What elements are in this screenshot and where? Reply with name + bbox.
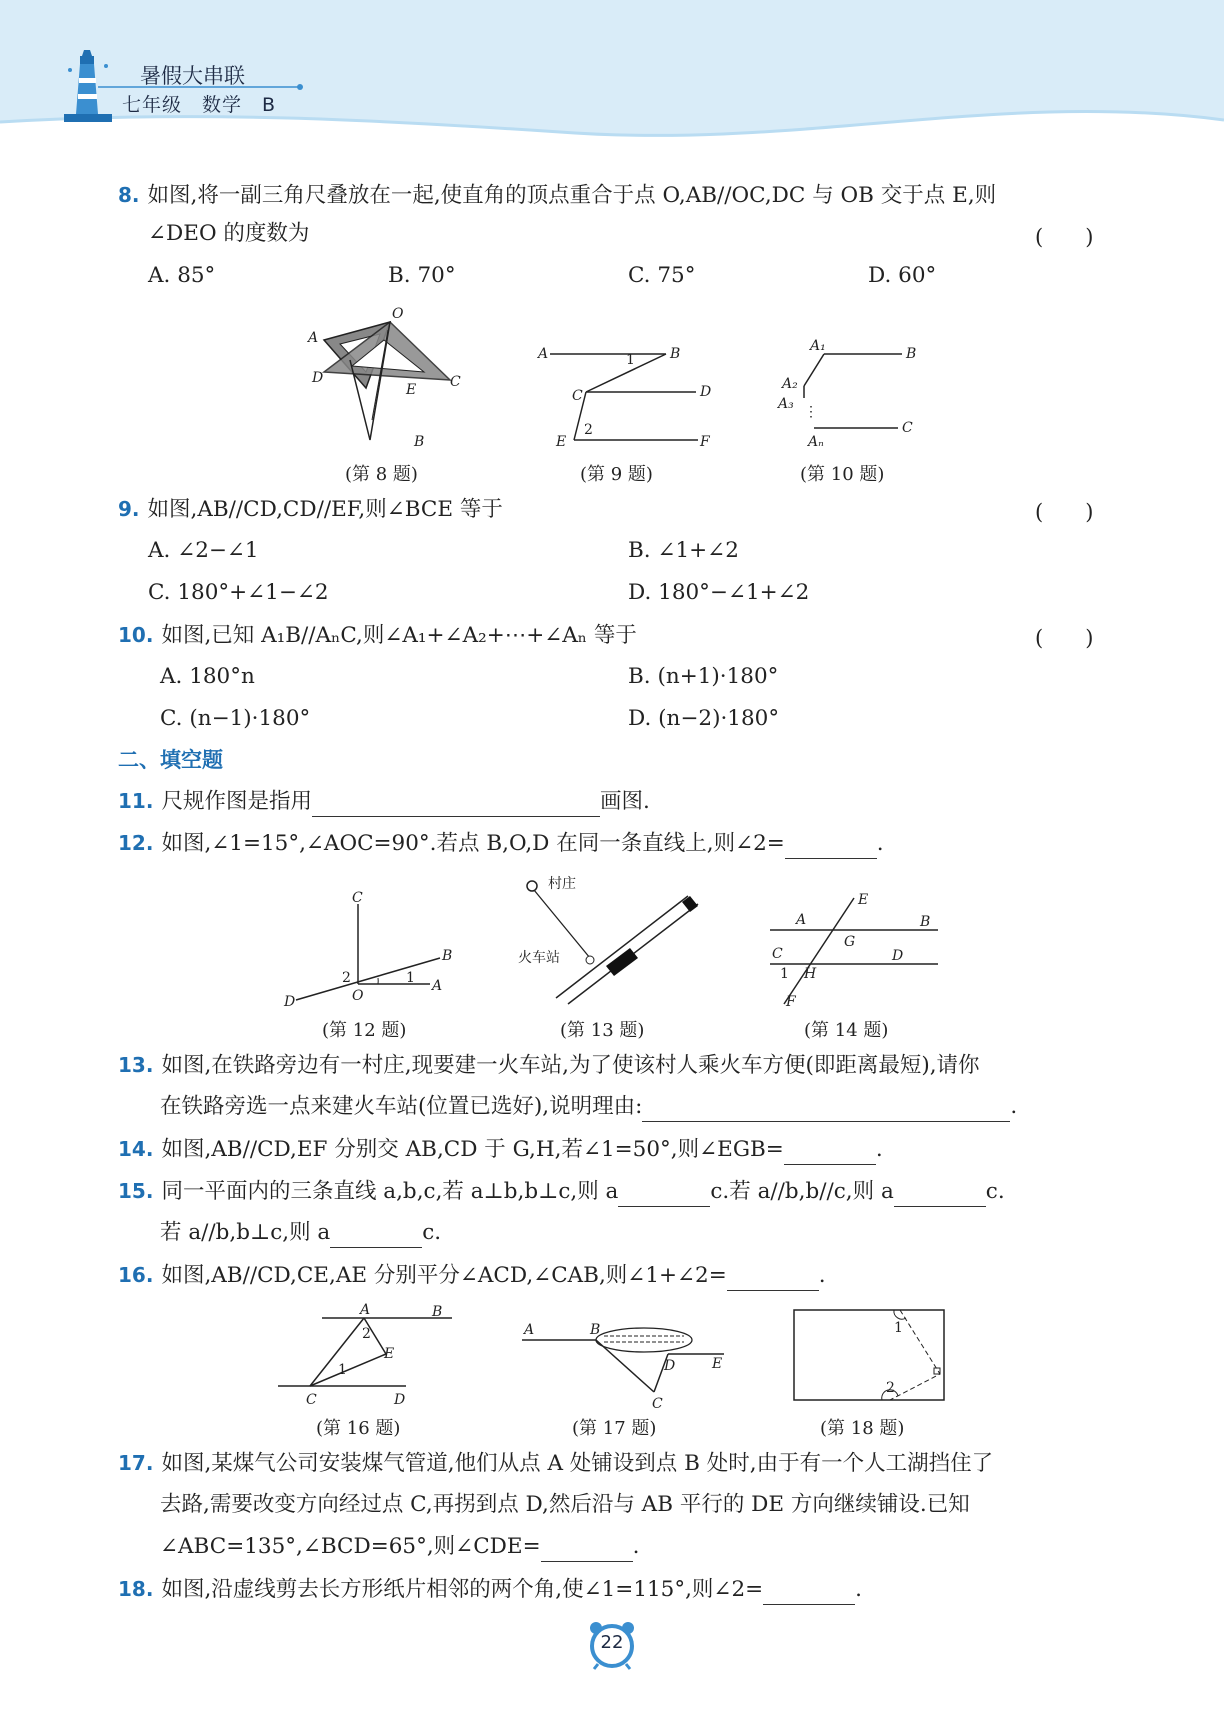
figure-10-broken-line xyxy=(770,332,930,450)
svg-text:⋮: ⋮ xyxy=(804,404,818,420)
answer-bracket: ( ) xyxy=(1035,626,1094,650)
answer-blank[interactable] xyxy=(894,1182,986,1207)
question-number: 11. xyxy=(118,789,154,813)
question-16: 16. 如图,AB//CD,CE,AE 分别平分∠ACD,∠CAB,则∠1+∠2= . xyxy=(118,1260,826,1291)
answer-blank[interactable] xyxy=(785,834,877,859)
figure-9-parallel-lines xyxy=(536,330,716,450)
figure-caption: (第 9 题) xyxy=(580,464,653,485)
option-d: D. (n−2)·180° xyxy=(628,706,780,731)
svg-text:1: 1 xyxy=(894,1320,903,1336)
option-b: B. 70° xyxy=(388,263,456,288)
question-text: ∠ABC=135°,∠BCD=65°,则∠CDE= . xyxy=(160,1532,639,1562)
station-label: 火车站 xyxy=(518,950,560,966)
svg-text:D: D xyxy=(284,994,296,1010)
figure-caption: (第 13 题) xyxy=(560,1020,645,1041)
svg-text:E: E xyxy=(556,434,567,450)
svg-text:2: 2 xyxy=(362,1326,371,1342)
svg-text:B: B xyxy=(590,1322,601,1338)
question-9 xyxy=(118,494,503,525)
question-13: 13. 如图,在铁路旁边有一村庄,现要建一火车站,为了使该村人乘火车方便(即距离最短),请你 xyxy=(118,1053,980,1078)
svg-text:D: D xyxy=(700,384,712,400)
figure-caption: (第 12 题) xyxy=(322,1020,407,1041)
question-number: 10. xyxy=(118,623,154,647)
answer-bracket: ( ) xyxy=(1035,225,1094,249)
svg-text:1: 1 xyxy=(406,970,415,986)
svg-text:B: B xyxy=(670,346,681,362)
option-d: D. 60° xyxy=(868,263,937,288)
option-b: B. (n+1)·180° xyxy=(628,664,779,689)
option-b: B. ∠1+∠2 xyxy=(628,538,739,563)
svg-text:E: E xyxy=(712,1356,723,1372)
svg-text:E: E xyxy=(384,1346,395,1362)
question-text: 如图,AB//CD,CD//EF,则∠BCE 等于 xyxy=(147,497,503,522)
answer-blank[interactable] xyxy=(312,792,600,817)
svg-text:A: A xyxy=(796,912,807,928)
svg-text:D: D xyxy=(892,948,904,964)
svg-text:2: 2 xyxy=(584,422,593,438)
svg-text:E: E xyxy=(406,382,417,398)
figure-12-angles xyxy=(282,890,457,1008)
question-number: 13. xyxy=(118,1053,154,1077)
answer-blank[interactable] xyxy=(642,1097,1010,1122)
question-8 xyxy=(118,180,996,211)
svg-text:B: B xyxy=(442,948,453,964)
question-text: ∠DEO 的度数为 xyxy=(148,221,310,246)
question-text: 去路,需要改变方向经过点 C,再拐到点 D,然后沿与 AB 平行的 DE 方向继续铺设.已知 xyxy=(160,1492,970,1517)
svg-text:D: D xyxy=(664,1358,676,1374)
answer-blank[interactable] xyxy=(618,1182,710,1207)
question-number: 16. xyxy=(118,1263,154,1287)
svg-text:G: G xyxy=(844,934,856,950)
option-a: A. 85° xyxy=(148,263,216,288)
svg-text:A: A xyxy=(308,330,319,346)
svg-text:A: A xyxy=(538,346,549,362)
question-number: 14. xyxy=(118,1137,154,1161)
svg-text:E: E xyxy=(858,892,869,908)
question-number: 15. xyxy=(118,1179,154,1203)
svg-text:C: C xyxy=(772,946,783,962)
question-text: 若 a//b,b⊥c,则 a c. xyxy=(160,1218,441,1248)
figure-caption: (第 16 题) xyxy=(316,1418,401,1439)
svg-text:D: D xyxy=(312,370,324,386)
figure-17-gas-pipeline xyxy=(518,1314,726,1410)
svg-text:1: 1 xyxy=(626,352,635,368)
question-number: 18. xyxy=(118,1577,154,1601)
answer-blank[interactable] xyxy=(763,1580,855,1605)
village-label: 村庄 xyxy=(548,876,576,892)
svg-text:B: B xyxy=(432,1304,443,1320)
svg-text:C: C xyxy=(572,388,583,404)
svg-text:Aₙ: Aₙ xyxy=(808,434,824,450)
section-heading: 二、填空题 xyxy=(118,748,223,772)
answer-bracket: ( ) xyxy=(1035,500,1094,524)
figure-caption: (第 17 题) xyxy=(572,1418,657,1439)
svg-text:C: C xyxy=(352,890,363,906)
figure-caption: (第 14 题) xyxy=(804,1020,889,1041)
svg-text:A: A xyxy=(432,978,443,994)
question-14: 14. 如图,AB//CD,EF 分别交 AB,CD 于 G,H,若∠1=50°,则∠EGB= . xyxy=(118,1134,883,1165)
question-number: 17. xyxy=(118,1451,154,1475)
svg-text:2: 2 xyxy=(886,1380,895,1396)
figure-8-triangle-rulers xyxy=(300,300,470,450)
answer-blank[interactable] xyxy=(330,1223,422,1248)
svg-text:A₂: A₂ xyxy=(782,376,798,392)
svg-text:F: F xyxy=(786,994,796,1010)
option-c: C. 180°+∠1−∠2 xyxy=(148,580,329,605)
option-c: C. (n−1)·180° xyxy=(160,706,311,731)
question-text: 如图,将一副三角尺叠放在一起,使直角的顶点重合于点 O,AB//OC,DC 与 OB 交于点 E,则 xyxy=(147,183,997,208)
svg-text:A: A xyxy=(524,1322,535,1338)
book-subtitle: 七年级 数学 B xyxy=(122,94,277,116)
question-11: 11. 尺规作图是指用 画图. xyxy=(118,786,650,817)
answer-blank[interactable] xyxy=(727,1266,819,1291)
question-10 xyxy=(118,620,637,651)
svg-text:B: B xyxy=(906,346,917,362)
answer-blank[interactable] xyxy=(784,1140,876,1165)
question-number: 9. xyxy=(118,497,140,521)
svg-text:C: C xyxy=(306,1392,317,1408)
svg-text:A: A xyxy=(360,1302,371,1318)
question-17: 17. 如图,某煤气公司安装煤气管道,他们从点 A 处铺设到点 B 处时,由于有一个人工湖挡住了 xyxy=(118,1451,994,1476)
question-text: 在铁路旁选一点来建火车站(位置已选好),说明理由: . xyxy=(160,1092,1017,1122)
page-number: 22 xyxy=(600,1632,624,1653)
svg-text:D: D xyxy=(394,1392,406,1408)
svg-text:B: B xyxy=(414,434,425,450)
option-a: A. 180°n xyxy=(160,664,255,689)
svg-text:A₁: A₁ xyxy=(810,338,826,354)
svg-text:O: O xyxy=(352,988,364,1004)
question-18: 18. 如图,沿虚线剪去长方形纸片相邻的两个角,使∠1=115°,则∠2= . xyxy=(118,1574,862,1605)
svg-text:B: B xyxy=(920,914,931,930)
svg-text:A₃: A₃ xyxy=(778,396,794,412)
svg-text:2: 2 xyxy=(342,970,351,986)
question-number: 12. xyxy=(118,831,154,855)
question-12: 12. 如图,∠1=15°,∠AOC=90°.若点 B,O,D 在同一条直线上,则∠2= . xyxy=(118,828,884,859)
figure-13-railway-village xyxy=(518,872,704,1006)
svg-text:F: F xyxy=(700,434,710,450)
svg-text:O: O xyxy=(392,306,404,322)
figure-18-rectangle-cut xyxy=(790,1306,946,1402)
option-c: C. 75° xyxy=(628,263,696,288)
svg-text:H: H xyxy=(804,966,817,982)
question-text: 如图,已知 A₁B//AₙC,则∠A₁+∠A₂+⋯+∠Aₙ 等于 xyxy=(161,623,637,648)
option-d: D. 180°−∠1+∠2 xyxy=(628,580,810,605)
svg-text:1: 1 xyxy=(338,1362,347,1378)
figure-16-bisectors xyxy=(276,1302,456,1408)
option-a: A. ∠2−∠1 xyxy=(148,538,259,563)
figure-caption: (第 10 题) xyxy=(800,464,885,485)
figure-14-transversal xyxy=(762,894,940,1010)
figure-caption: (第 18 题) xyxy=(820,1418,905,1439)
svg-text:1: 1 xyxy=(780,966,789,982)
svg-text:C: C xyxy=(652,1396,663,1412)
book-series-title: 暑假大串联 xyxy=(140,64,245,88)
svg-text:C: C xyxy=(450,374,461,390)
svg-text:C: C xyxy=(902,420,913,436)
question-number: 8. xyxy=(118,183,140,207)
answer-blank[interactable] xyxy=(541,1537,633,1562)
figure-caption: (第 8 题) xyxy=(345,464,418,485)
question-15: 15. 同一平面内的三条直线 a,b,c,若 a⊥b,b⊥c,则 a c.若 a//b,b//c,则 a c. xyxy=(118,1176,1005,1207)
